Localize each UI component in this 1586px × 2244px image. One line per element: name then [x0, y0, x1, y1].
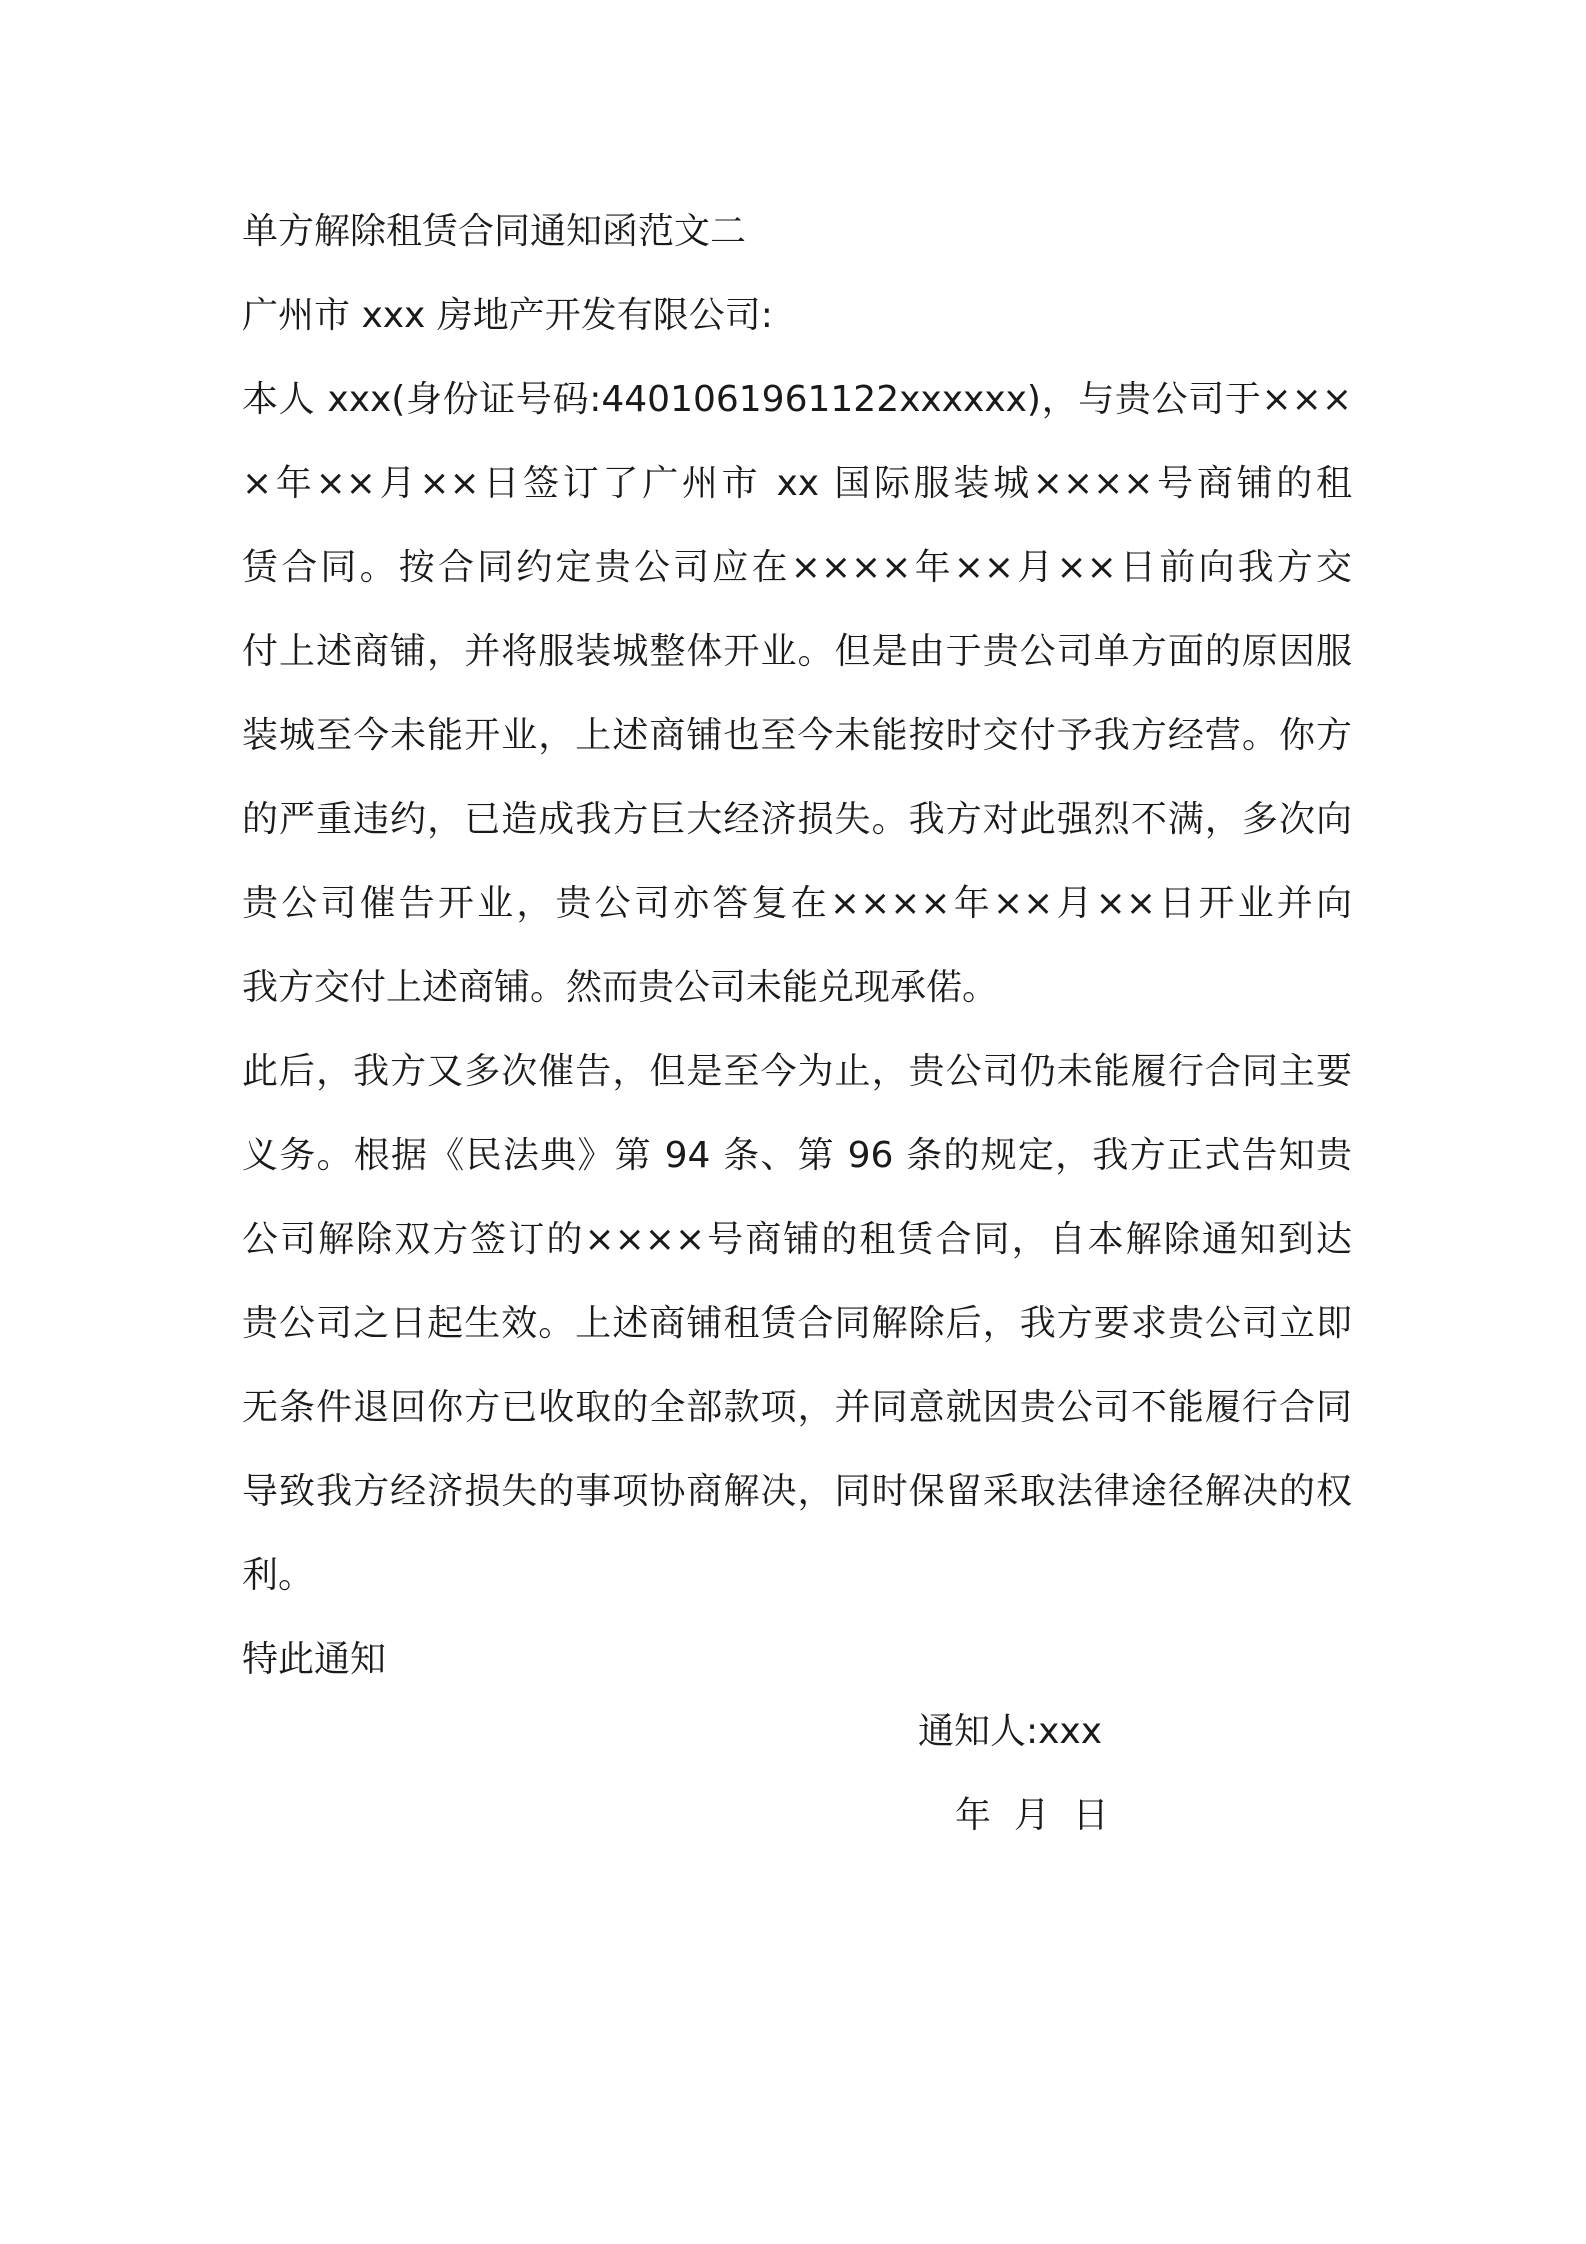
- paragraph-2-line: 此后，我方又多次催告，但是至今为止，贵公司仍未能履行合同主要: [242, 1051, 1352, 1092]
- paragraph-1-line: 本人 xxx(身份证号码:4401061961122xxxxxx)，与贵公司于×××: [242, 379, 1352, 420]
- recipient-line: 广州市 xxx 房地产开发有限公司:: [242, 295, 773, 336]
- paragraph-1-line: 付上述商铺，并将服装城整体开业。但是由于贵公司单方面的原因服: [242, 631, 1352, 672]
- paragraph-1-line: 贵公司催告开业，贵公司亦答复在××××年××月××日开业并向: [242, 883, 1352, 924]
- closing-line: 特此通知: [242, 1639, 387, 1680]
- date-line: 年 月 日: [955, 1795, 1109, 1836]
- paragraph-2-line: 利。: [242, 1555, 315, 1596]
- document-title: 单方解除租赁合同通知函范文二: [242, 211, 747, 252]
- paragraph-2-line: 贵公司之日起生效。上述商铺租赁合同解除后，我方要求贵公司立即: [242, 1303, 1352, 1344]
- letter-body: [242, 190, 1352, 1702]
- paragraph-2-line: 无条件退回你方已收取的全部款项，并同意就因贵公司不能履行合同: [242, 1387, 1352, 1428]
- paragraph-1-line: 装城至今未能开业，上述商铺也至今未能按时交付予我方经营。你方: [242, 715, 1352, 756]
- signature-line: 通知人:xxx: [918, 1711, 1103, 1752]
- paragraph-1-line: 的严重违约，已造成我方巨大经济损失。我方对此强烈不满，多次向: [242, 799, 1352, 840]
- paragraph-2-line: 义务。根据《民法典》第 94 条、第 96 条的规定，我方正式告知贵: [242, 1135, 1352, 1176]
- paragraph-2: [242, 1030, 1352, 1618]
- paragraph-1: [242, 358, 1352, 1030]
- paragraph-2-line: 公司解除双方签订的××××号商铺的租赁合同，自本解除通知到达: [242, 1219, 1352, 1260]
- paragraph-1-line: 赁合同。按合同约定贵公司应在××××年××月××日前向我方交: [242, 547, 1352, 588]
- paragraph-1-line: ×年××月××日签订了广州市 xx 国际服装城××××号商铺的租: [242, 463, 1352, 504]
- paragraph-2-line: 导致我方经济损失的事项协商解决，同时保留采取法律途径解决的权: [242, 1471, 1352, 1512]
- paragraph-1-line: 我方交付上述商铺。然而贵公司未能兑现承偌。: [242, 967, 999, 1008]
